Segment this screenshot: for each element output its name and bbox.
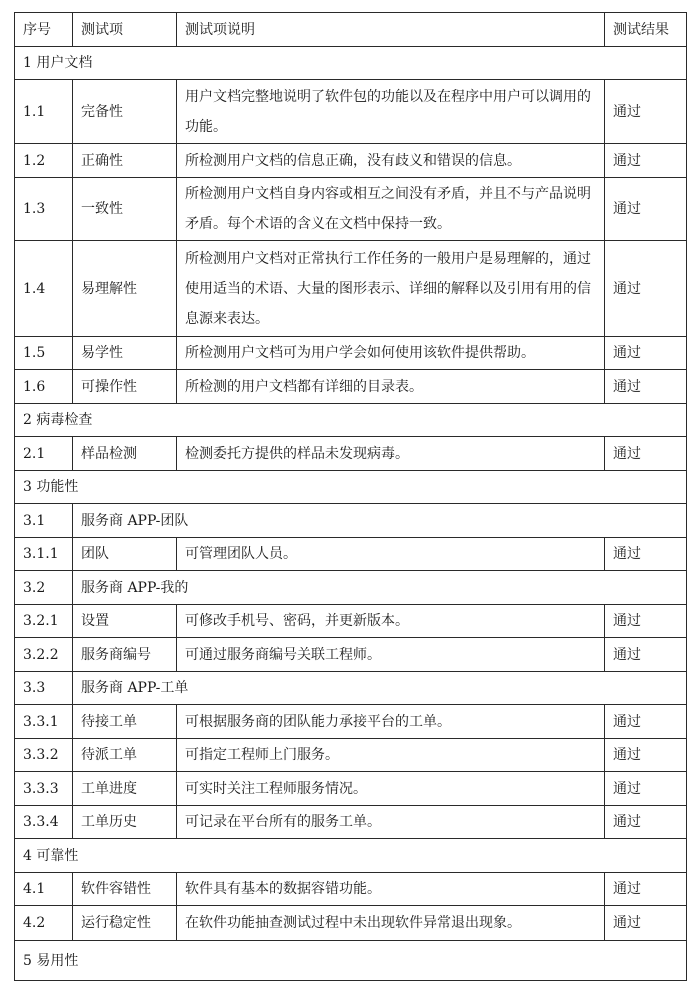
row-desc: 可根据服务商的团队能力承接平台的工单。 <box>177 705 605 739</box>
section-title: 5 易用性 <box>15 941 687 981</box>
row-desc: 所检测的用户文档都有详细的目录表。 <box>177 370 605 404</box>
table-row <box>15 337 687 370</box>
row-no: 1.6 <box>15 370 73 404</box>
row-item: 完备性 <box>73 80 177 144</box>
row-no: 3.3.3 <box>15 772 73 806</box>
section-row <box>15 941 687 981</box>
row-no: 3.3.4 <box>15 806 73 839</box>
row-desc: 所检测用户文档自身内容或相互之间没有矛盾，并且不与产品说明矛盾。每个术语的含义在文档中保持一致。 <box>177 178 605 241</box>
header-desc: 测试项说明 <box>177 13 605 47</box>
section-row <box>15 471 687 504</box>
row-desc: 可修改手机号、密码，并更新版本。 <box>177 605 605 638</box>
row-no: 1.3 <box>15 178 73 241</box>
row-result: 通过 <box>605 906 687 941</box>
row-desc: 软件具有基本的数据容错功能。 <box>177 873 605 906</box>
table-row <box>15 178 687 241</box>
row-desc: 所检测用户文档可为用户学会如何使用该软件提供帮助。 <box>177 337 605 370</box>
row-result: 通过 <box>605 144 687 178</box>
row-result: 通过 <box>605 705 687 739</box>
row-no: 1.4 <box>15 241 73 337</box>
test-results-table <box>14 12 687 981</box>
table-row <box>15 370 687 404</box>
table-row <box>15 638 687 672</box>
table-row <box>15 241 687 337</box>
row-no: 1.5 <box>15 337 73 370</box>
section-row <box>15 47 687 80</box>
table-row <box>15 772 687 806</box>
row-desc: 在软件功能抽查测试过程中未出现软件异常退出现象。 <box>177 906 605 941</box>
row-result: 通过 <box>605 873 687 906</box>
header-no: 序号 <box>15 13 73 47</box>
row-desc: 可实时关注工程师服务情况。 <box>177 772 605 806</box>
row-item: 运行稳定性 <box>73 906 177 941</box>
row-result: 通过 <box>605 241 687 337</box>
row-result: 通过 <box>605 80 687 144</box>
row-item: 团队 <box>73 538 177 571</box>
section-row <box>15 404 687 437</box>
row-no: 3.1.1 <box>15 538 73 571</box>
row-no: 3.3.1 <box>15 705 73 739</box>
row-item: 工单进度 <box>73 772 177 806</box>
row-item: 一致性 <box>73 178 177 241</box>
group-title: 服务商 APP-工单 <box>73 672 687 705</box>
row-item: 服务商编号 <box>73 638 177 672</box>
row-desc: 所检测用户文档的信息正确，没有歧义和错误的信息。 <box>177 144 605 178</box>
row-item: 易理解性 <box>73 241 177 337</box>
row-no: 1.2 <box>15 144 73 178</box>
row-item: 待派工单 <box>73 739 177 772</box>
header-result: 测试结果 <box>605 13 687 47</box>
row-no: 3.2.2 <box>15 638 73 672</box>
row-item: 工单历史 <box>73 806 177 839</box>
row-result: 通过 <box>605 739 687 772</box>
row-desc: 检测委托方提供的样品未发现病毒。 <box>177 437 605 471</box>
group-row <box>15 504 687 538</box>
row-no: 1.1 <box>15 80 73 144</box>
table-row <box>15 437 687 471</box>
row-result: 通过 <box>605 370 687 404</box>
row-desc: 可通过服务商编号关联工程师。 <box>177 638 605 672</box>
row-no: 3.2.1 <box>15 605 73 638</box>
row-result: 通过 <box>605 337 687 370</box>
group-no: 3.3 <box>15 672 73 705</box>
table-row <box>15 80 687 144</box>
section-title: 1 用户文档 <box>15 47 687 80</box>
row-item: 设置 <box>73 605 177 638</box>
row-result: 通过 <box>605 638 687 672</box>
row-result: 通过 <box>605 538 687 571</box>
row-desc: 所检测用户文档对正常执行工作任务的一般用户是易理解的，通过使用适当的术语、大量的图形表示、详细的解释以及引用有用的信息源来表达。 <box>177 241 605 337</box>
row-result: 通过 <box>605 806 687 839</box>
row-result: 通过 <box>605 437 687 471</box>
row-item: 软件容错性 <box>73 873 177 906</box>
row-item: 易学性 <box>73 337 177 370</box>
table-row <box>15 806 687 839</box>
row-desc: 可记录在平台所有的服务工单。 <box>177 806 605 839</box>
section-title: 2 病毒检查 <box>15 404 687 437</box>
row-item: 可操作性 <box>73 370 177 404</box>
row-item: 待接工单 <box>73 705 177 739</box>
table-row <box>15 605 687 638</box>
row-no: 3.3.2 <box>15 739 73 772</box>
table-row <box>15 705 687 739</box>
section-title: 4 可靠性 <box>15 839 687 873</box>
row-no: 4.2 <box>15 906 73 941</box>
table-row <box>15 873 687 906</box>
section-title: 3 功能性 <box>15 471 687 504</box>
row-item: 正确性 <box>73 144 177 178</box>
row-no: 2.1 <box>15 437 73 471</box>
group-title: 服务商 APP-我的 <box>73 571 687 605</box>
row-desc: 可指定工程师上门服务。 <box>177 739 605 772</box>
group-row <box>15 571 687 605</box>
table-row <box>15 739 687 772</box>
section-row <box>15 839 687 873</box>
row-desc: 用户文档完整地说明了软件包的功能以及在程序中用户可以调用的功能。 <box>177 80 605 144</box>
group-row <box>15 672 687 705</box>
row-item: 样品检测 <box>73 437 177 471</box>
group-title: 服务商 APP-团队 <box>73 504 687 538</box>
group-no: 3.1 <box>15 504 73 538</box>
table-row <box>15 906 687 941</box>
row-no: 4.1 <box>15 873 73 906</box>
row-result: 通过 <box>605 772 687 806</box>
table-row <box>15 144 687 178</box>
row-result: 通过 <box>605 605 687 638</box>
group-no: 3.2 <box>15 571 73 605</box>
table-header-row <box>15 13 687 47</box>
header-item: 测试项 <box>73 13 177 47</box>
table-row <box>15 538 687 571</box>
row-desc: 可管理团队人员。 <box>177 538 605 571</box>
row-result: 通过 <box>605 178 687 241</box>
